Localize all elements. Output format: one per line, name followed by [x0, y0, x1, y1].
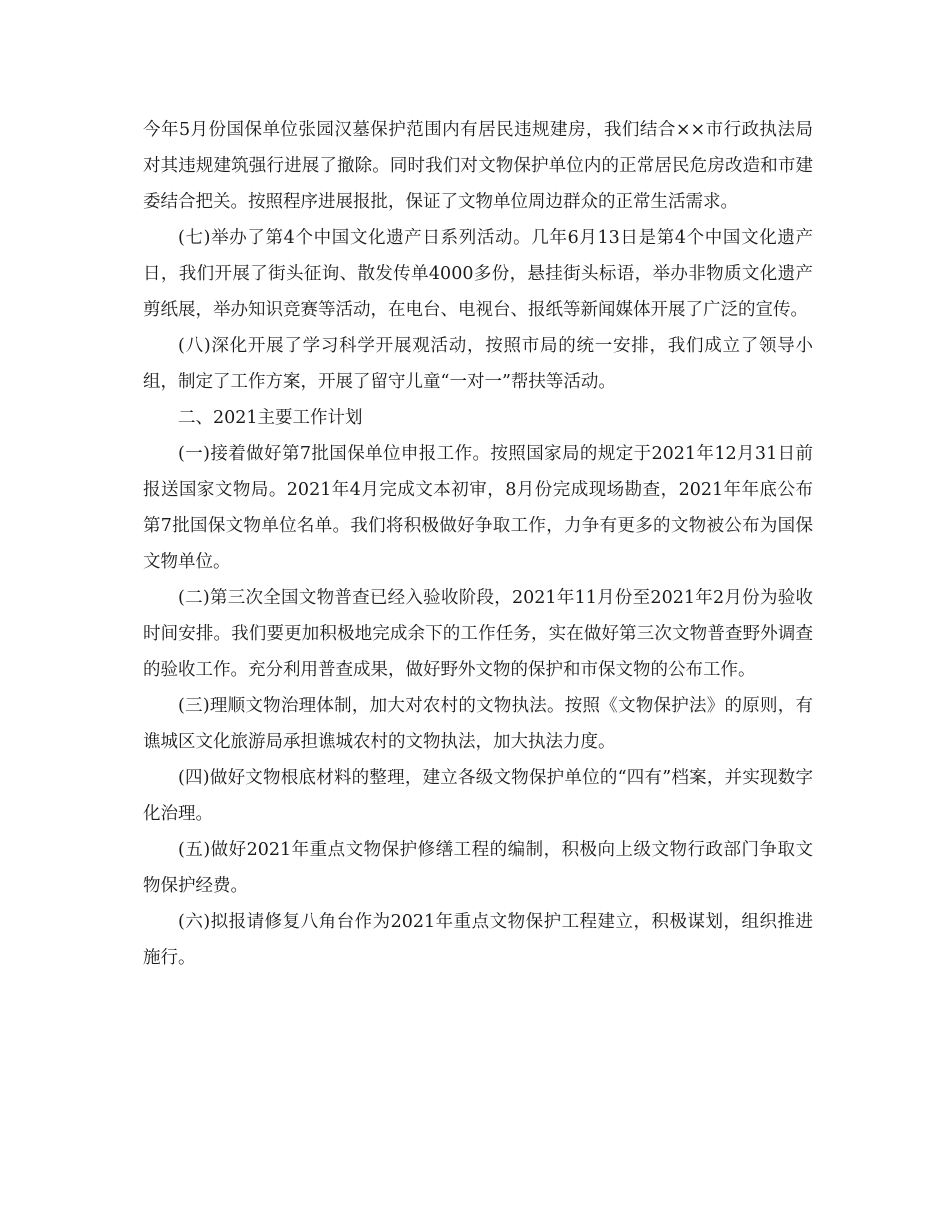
paragraph-plan-item-6: (六)拟报请修复八角台作为2021年重点文物保护工程建立，积极谋划，组织推进施行。 [143, 912, 813, 968]
paragraph-demolition: 今年5月份国保单位张园汉墓保护范围内有居民违规建房，我们结合××市行政执法局对其违规建筑强行进展了撤除。同时我们对文物保护单位内的正常居民危房改造和市建委结合把关。按照程序进展报批，保证了文物单位周边群众的正常生活需求。 [143, 120, 813, 212]
paragraph-study-activity: (八)深化开展了学习科学开展观活动，按照市局的统一安排，我们成立了领导小组，制定了工作方案，开展了留守儿童“一对一”帮扶等活动。 [143, 336, 813, 392]
paragraph-plan-item-4: (四)做好文物根底材料的整理，建立各级文物保护单位的“四有”档案，并实现数字化治理。 [143, 768, 813, 824]
document-body [143, 112, 813, 976]
paragraph-plan-item-5: (五)做好2021年重点文物保护修缮工程的编制，积极向上级文物行政部门争取文物保护经费。 [143, 840, 813, 896]
paragraph-heritage-day: (七)举办了第4个中国文化遗产日系列活动。几年6月13日是第4个中国文化遗产日，我们开展了街头征询、散发传单4000多份，悬挂街头标语，举办非物质文化遗产剪纸展，举办知识竞赛等活动，在电台、电视台、报纸等新闻媒体开展了广泛的宣传。 [143, 228, 813, 320]
paragraph-plan-item-3: (三)理顺文物治理体制，加大对农村的文物执法。按照《文物保护法》的原则，有谯城区文化旅游局承担谯城农村的文物执法，加大执法力度。 [143, 696, 813, 752]
paragraph-plan-item-1: (一)接着做好第7批国保单位申报工作。按照国家局的规定于2021年12月31日前报送国家文物局。2021年4月完成文本初审，8月份完成现场勘查，2021年年底公布第7批国保文物单位名单。我们将积极做好争取工作，力争有更多的文物被公布为国保文物单位。 [143, 444, 813, 572]
section-heading-work-plan: 二、2021主要工作计划 [178, 408, 363, 428]
paragraph-plan-item-2: (二)第三次全国文物普查已经入验收阶段，2021年11月份至2021年2月份为验收时间安排。我们要更加积极地完成余下的工作任务，实在做好第三次文物普查野外调查的验收工作。充分利用普查成果，做好野外文物的保护和市保文物的公布工作。 [143, 588, 813, 680]
